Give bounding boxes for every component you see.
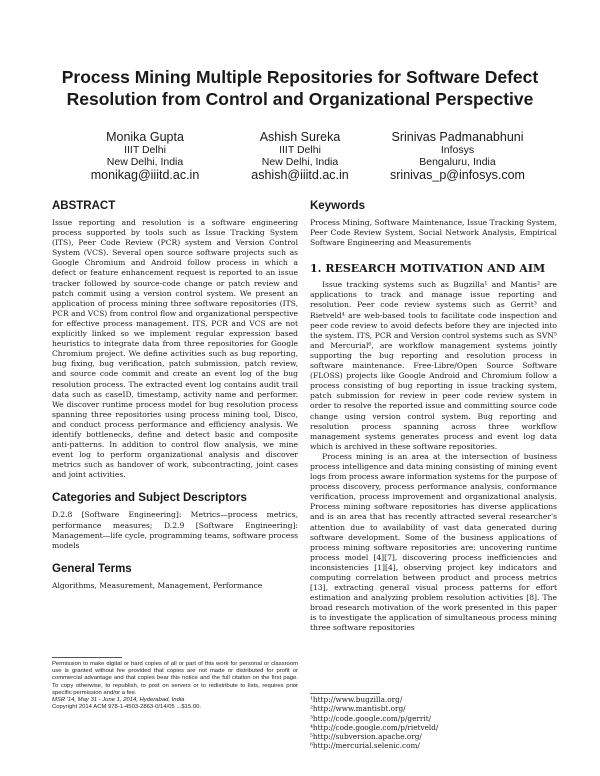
categories-heading: Categories and Subject Descriptors (52, 492, 247, 505)
general-terms-text: Algorithms, Measurement, Management, Performance (52, 580, 263, 590)
permission-notice (52, 661, 298, 711)
venue-line: MSR '14, May 31 - June 1, 2014, Hyderabad, India (52, 697, 185, 704)
paper-title (40, 66, 560, 110)
author-name: Monika Gupta (106, 130, 184, 144)
footnote-3: ³http://code.google.com/p/gerrit/ (310, 713, 432, 723)
author-location: Bengaluru, India (419, 156, 496, 168)
section-heading: 1. RESEARCH MOTIVATION AND AIM (310, 262, 546, 276)
author-name: Srinivas Padmanabhuni (391, 130, 524, 144)
abstract-heading: ABSTRACT (52, 200, 116, 212)
keywords-heading: Keywords (310, 200, 365, 212)
author-name: Ashish Sureka (259, 130, 341, 144)
categories-text: D.2.8 [Software Engineering]: Metrics—process metrics, performance measures; D.2.9 [Software Engineering]: Management—life cycle, programming teams, software process models (52, 510, 299, 550)
author-block-3 (370, 130, 545, 182)
copyright-line: Copyright 2014 ACM 978-1-4503-2863-0/14/05 ...$15.00. (52, 704, 202, 711)
author-affiliation: Infosys (440, 144, 475, 156)
permission-rule (52, 657, 122, 658)
keywords-text: Process Mining, Software Maintenance, Issue Tracking System, Peer Code Review System, Social Network Analysis, Empirical Software Engineering and Measurements (310, 218, 557, 248)
author-location: New Delhi, India (106, 156, 184, 168)
title-line-2: Resolution from Control and Organizational Perspective (66, 89, 534, 109)
footnote-rule (310, 693, 380, 694)
footnotes (310, 695, 557, 751)
footnote-1: ¹http://www.bugzilla.org/ (310, 695, 403, 704)
general-terms-heading: General Terms (52, 562, 132, 575)
left-column (52, 200, 298, 591)
author-block-2 (225, 130, 375, 182)
footnote-6: ⁶http://mercurial.selenic.com/ (310, 741, 420, 751)
section-paragraph-2: Process mining is an area at the intersection of business process intelligence and data mining consisting of mining event logs from process aware information systems for the purpose of process discovery, process performance analysis, conformance verification, process improvement and organizational analysis. Process mining software repositories has diverse applications and is an area that has recently attracted several researcher's attention due to availability of vast data generated during software development. Some of the business applications of process mining software repositories are: uncovering runtime process model [4][7], discovering process inefficiencies and inconsistencies [1][4], observing project key indicators and computing correlation between product and process metrics [13], extracting general visual process patterns for effort estimation and analyzing problem resolution activities [8]. The broad research motivation of the work presented in this paper is to investigate the application of simultaneous process mining three software repositories (310, 451, 557, 633)
footnote-5: ⁵http://subversion.apache.org/ (310, 732, 422, 742)
footnote-2: ²http://www.mantisbt.org/ (310, 704, 406, 714)
footnote-4: ⁴http://code.google.com/p/rietveld/ (310, 722, 439, 732)
author-location: New Delhi, India (261, 156, 339, 168)
section-paragraph-1: Issue tracking systems such as Bugzilla¹ and Mantis² are applications to track and manage issue reporting and resolution. Peer code review systems such as Gerrit³ and Rietveld⁴ are web-based tools to facilitate code inspection and peer code review to avoid defects before they are injected into the system. ITS, PCR and Version control systems such as SVN⁵ and Mercurial⁶, are workflow management systems jointly supporting the bug reporting and resolution process in software maintenance. Free-Libre/Open Source Software (FLOSS) projects like Google Android and Chromium follow a process consisting of bug reporting in issue tracking system, patch submission for review in peer code review system in order to resolve the reported issue and committing source code change using version control system. Bug reporting and resolution process spanning across three workflow management systems generates process and event log data which is archived in these software repositories. (310, 280, 557, 451)
author-affiliation: IIIT Delhi (279, 144, 321, 156)
author-affiliation: IIIT Delhi (124, 144, 166, 156)
right-column (310, 200, 557, 634)
title-line-1: Process Mining Multiple Repositories for Software Defect (61, 67, 539, 87)
author-email: ashish@iiitd.ac.in (251, 168, 349, 182)
permission-text: Permission to make digital or hard copies of all or part of this work for personal or classroom use is granted without fee provided that copies are not made or distributed for profit or commercial advantage and that copies bear this notice and the full citation on the first page. To copy otherwise, to republish, to post on servers or to redistribute to lists, requires prior specific permission and/or a fee. (52, 661, 298, 696)
author-email: monikag@iiitd.ac.in (90, 168, 200, 182)
author-email: srinivas_p@infosys.com (390, 168, 525, 182)
abstract-text: Issue reporting and resolution is a software engineering process supported by tools such as Issue Tracking System (ITS), Peer Code Review (PCR) system and Version Control System (VCS). Several open source software projects such as Google Chromium and Android follow process in which a defect or feature enhancement request is reported to an issue tracker followed by source-code change or patch review and patch commit using a version control system. We present an application of process mining three software repositories (ITS, PCR and VCS) from control flow and organizational perspective for effective process management. ITS, PCR and VCS are not explicitly linked so we implement regular expression based heuristics to integrate data from three repositories for Google Chromium project. We define activities such as bug reporting, bug fixing, bug verification, patch submission, patch review, and source code commit and create an event log of the bug resolution process. The extracted event log contains audit trail data such as caseID, timestamp, activity name and performer. We discover runtime process model for bug resolution process spanning three repositories using process mining tool, Disco, and conduct process performance and efficiency analysis. We identify bottlenecks, define and detect basic and composite anti-patterns. In addition to control flow analysis, we mine event log to perform organizational analysis and discover metrics such as handover of work, subcontracting, joint cases and joint activities. (52, 218, 298, 480)
author-block-1 (70, 130, 220, 182)
